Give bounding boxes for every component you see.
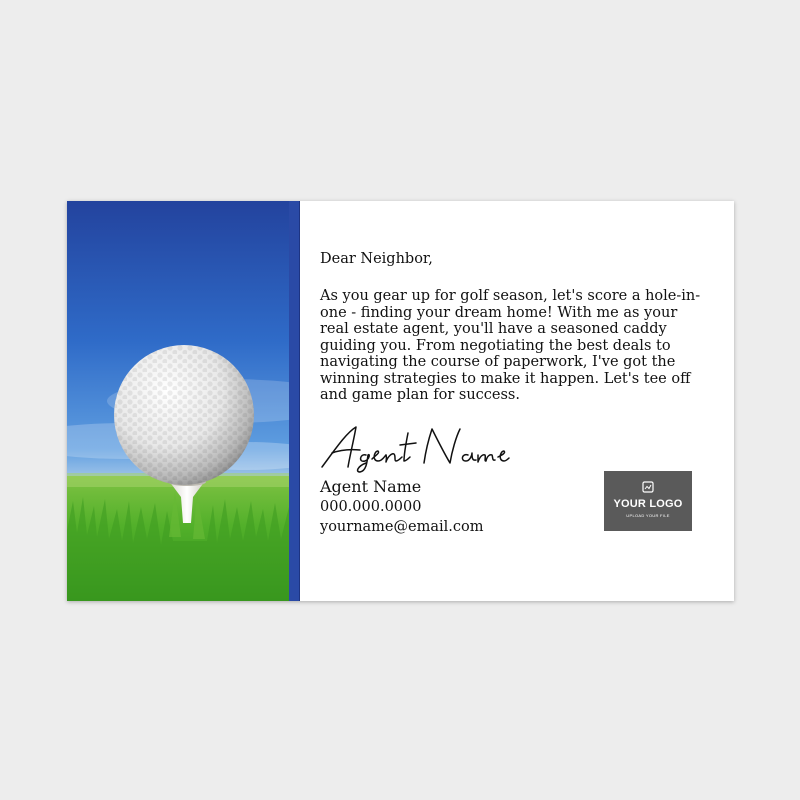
phone-number: 000.000.0000	[320, 499, 422, 515]
upload-icon	[642, 481, 654, 493]
accent-stripe-edge	[299, 201, 300, 601]
letter-content	[320, 201, 720, 601]
golf-ball-photo	[67, 201, 289, 601]
agent-signature	[320, 423, 510, 473]
email-address: yourname@email.com	[320, 519, 484, 535]
agent-name: Agent Name	[320, 477, 422, 496]
logo-subtext: UPLOAD YOUR FILE	[626, 513, 670, 518]
greeting: Dear Neighbor,	[320, 251, 433, 267]
postcard	[67, 201, 734, 601]
logo-placeholder[interactable]	[604, 471, 692, 531]
accent-stripe	[289, 201, 299, 601]
letter-body: As you gear up for golf season, let's score a hole-in-one - finding your dream home! With me as your real estate agent, you'll have a seasoned caddy guiding you. From negotiating the best deals to navigating the course of paperwork, I've got the winning strategies to make it happen. Let's tee off and game plan for success.	[320, 288, 701, 403]
logo-text: YOUR LOGO	[613, 498, 683, 510]
